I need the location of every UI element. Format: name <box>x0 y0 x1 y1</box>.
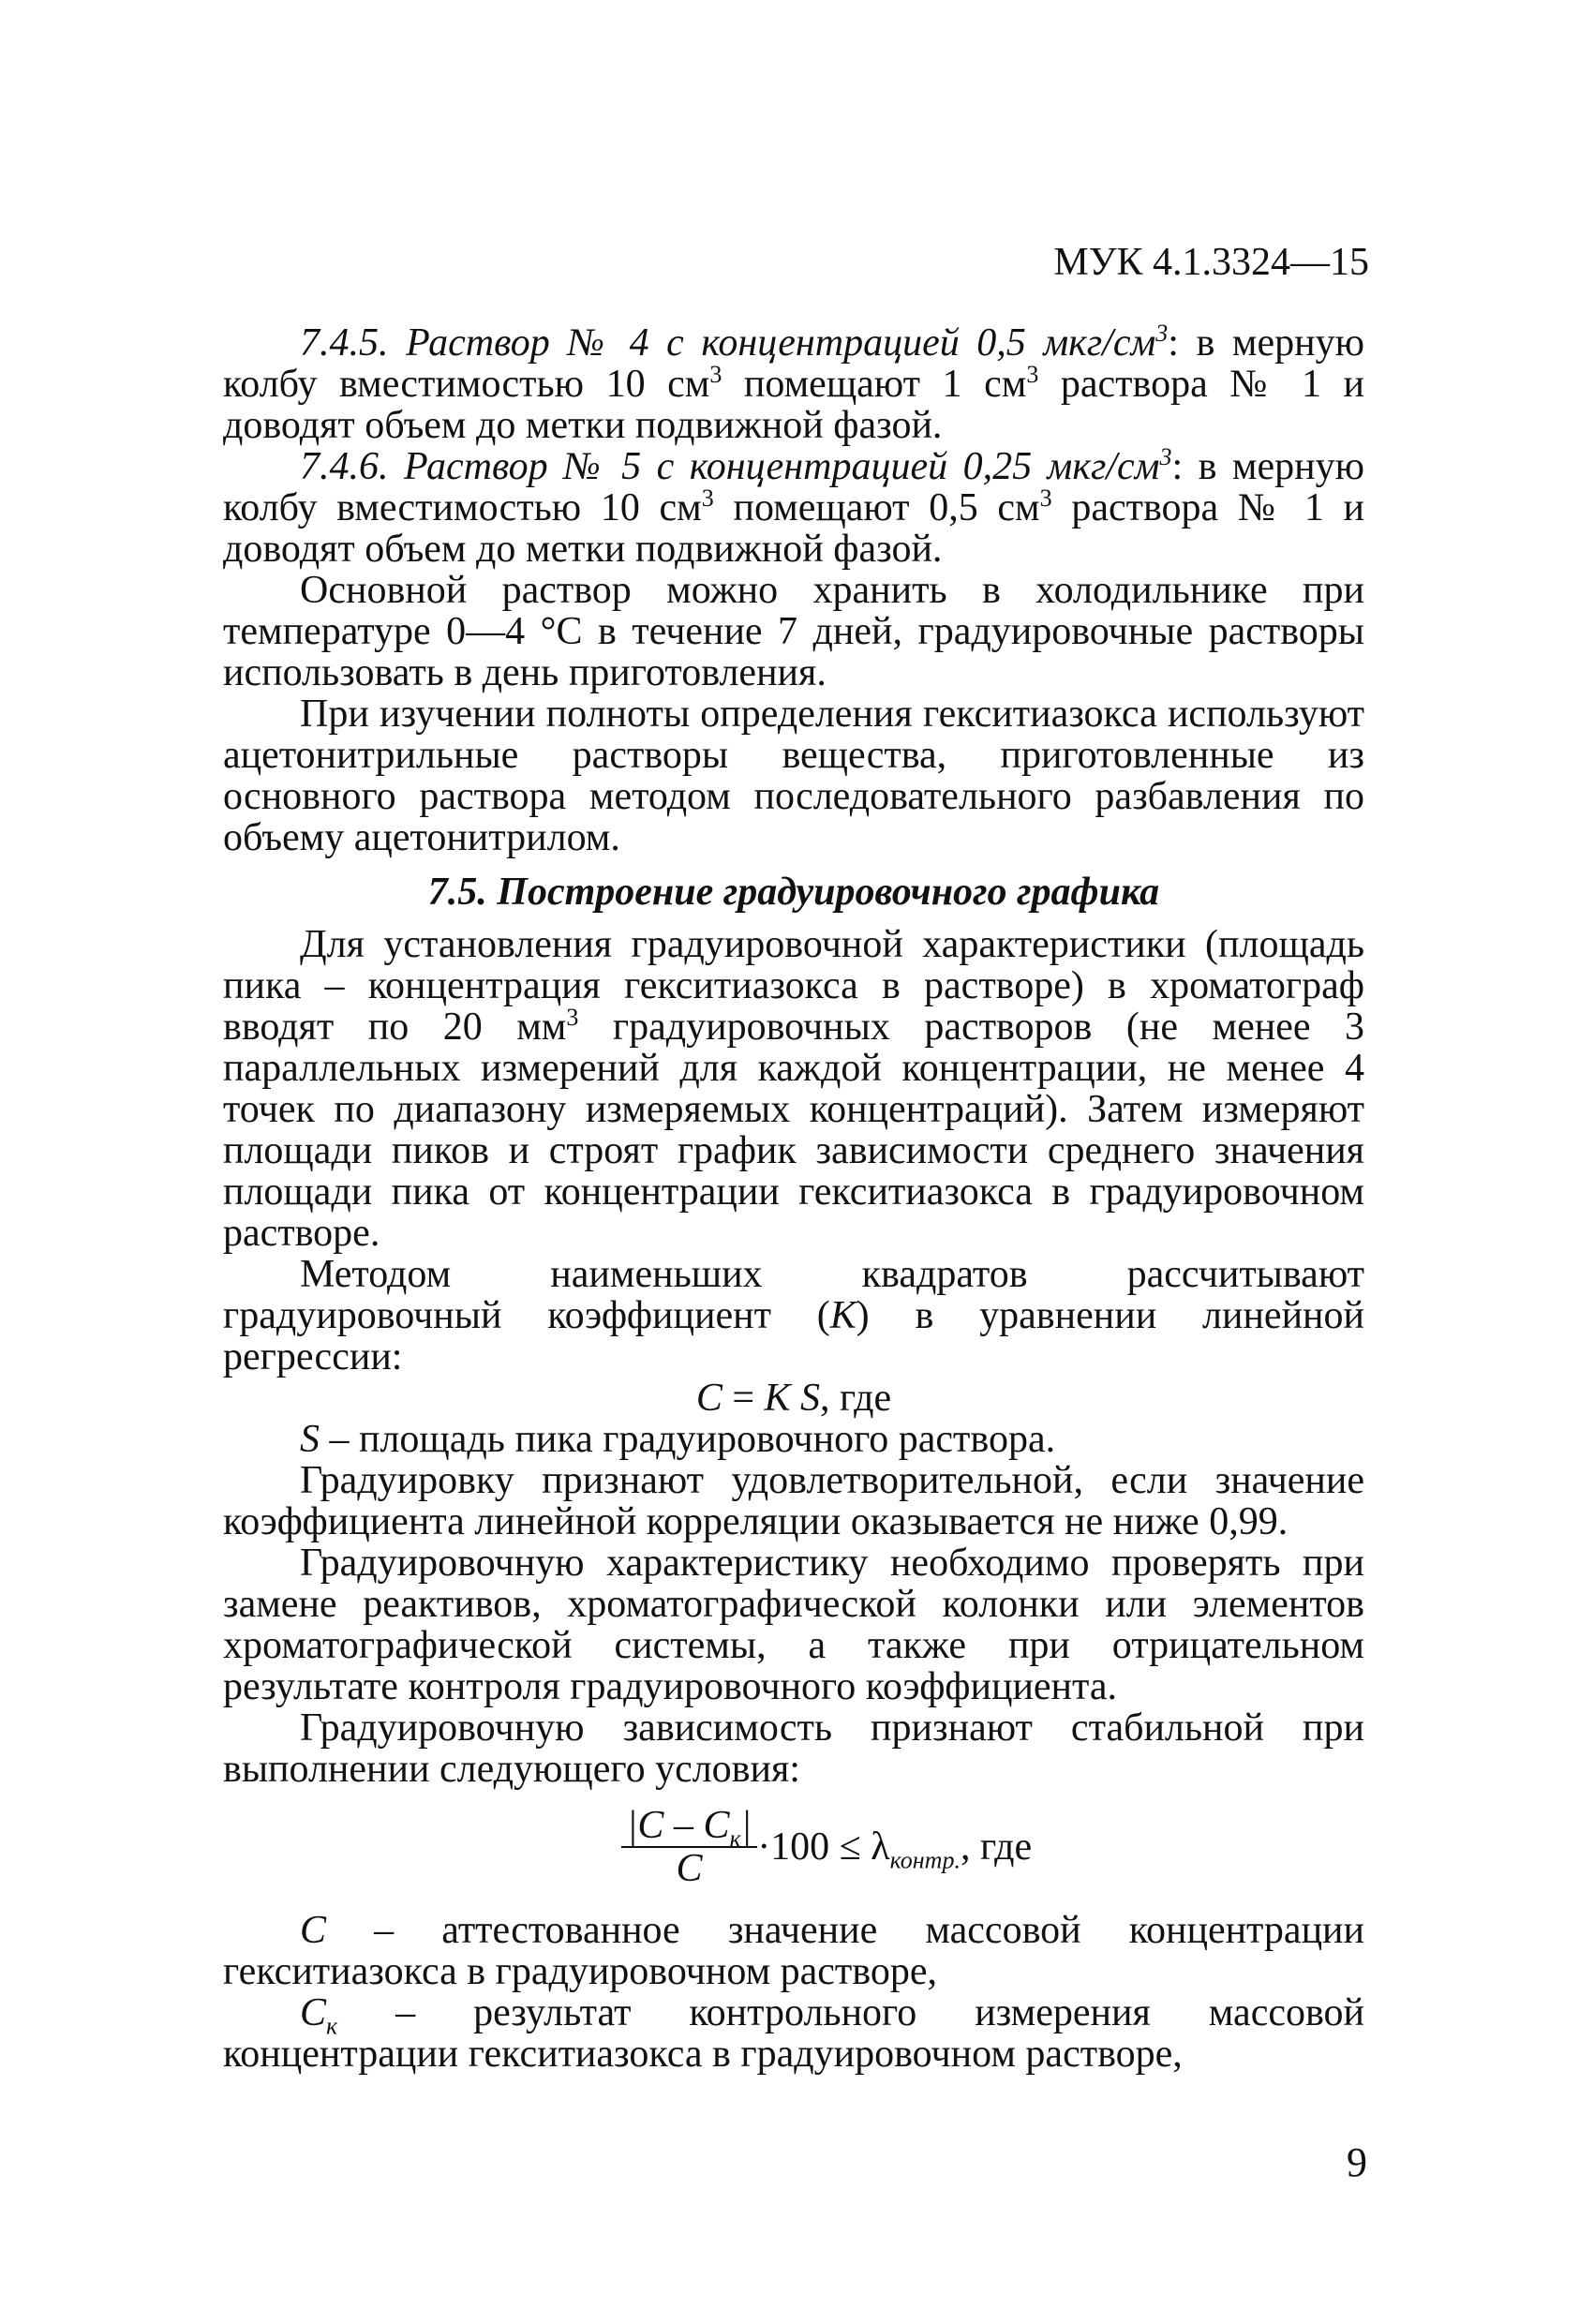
paragraph-stability: Градуировочную зависимость признают стабильной при выполнении следующего условия: <box>223 1706 1364 1791</box>
page-number: 9 <box>1347 2139 1367 2185</box>
equation-rhs: $\cdot 100 \le \lambda_{контр.}$, где <box>757 1825 1033 1874</box>
page-body <box>223 322 1364 2075</box>
paragraph-7-4-5: 7.4.5. Раствор № 4 с концентрацией 0,5 мкг/$см^3$: в мерную колбу вместимостью 10 $см^3$ помещают 1 $см^3$ раствора № 1 и доводят объем до метки подвижной фазой. <box>223 320 1365 447</box>
paragraph-7-4-6: 7.4.6. Раствор № 5 с концентрацией 0,25 мкг/$см^3$: в мерную колбу вместимостью 10 $см^3$ помещают 0,5 $см^3$ раствора № 1 и доводят объем до метки подвижной фазой. <box>223 443 1365 571</box>
paragraph-lead: 7.4.6. Раствор № 5 с концентрацией 0,25 мкг/см <box>300 445 1160 488</box>
paragraph-ck-definition: $C_к$ – результат контрольного измерения массовой концентрации гекситиазокса в градуировочном растворе, <box>223 1991 1364 2076</box>
paragraph-check: Градуировочную характеристику необходимо проверять при замене реактивов, хроматографической колонки или элементов хроматографической системы, а также при отрицательном результате контроля градуировочного коэффициента. <box>223 1542 1364 1708</box>
paragraph-completeness: При изучении полноты определения гекситиазокса используют ацетонитрильные растворы вещества, приготовленные из основного раствора методом последовательного разбавления по объему ацетонитрилом. <box>223 693 1364 859</box>
equation-regression: C = K S, где <box>695 1377 892 1420</box>
paragraph-lead: 7.4.5. Раствор № 4 с концентрацией 0,5 мкг/см <box>300 321 1156 365</box>
fraction-numerator: $|C - C_к|$ <box>621 1805 757 1848</box>
equation-stability <box>289 1805 1364 1889</box>
paragraph-storage: Основной раствор можно хранить в холодильнике при температуре 0—4 °С в течение 7 дней, градуировочные растворы использовать в день приготовления. <box>223 569 1364 694</box>
paragraph-least-squares: Методом наименьших квадратов рассчитывают градуировочный коэффициент (К) в уравнении линейной регрессии: <box>223 1253 1364 1378</box>
paragraph-correlation: Градуировку признают удовлетворительной, если значение коэффициента линейной корреляции оказывается не ниже 0,99. <box>223 1459 1364 1543</box>
paragraph-c-definition: C – аттестованное значение массовой концентрации гекситиазокса в градуировочном растворе, <box>223 1909 1364 1993</box>
paragraph-calibration: Для установления градуировочной характеристики (площадь пика – концентрация гекситиазокса в растворе) в хроматограф вводят по 20 $мм^3$ градуировочных растворов (не менее 3 параллельных измерений для каждой концентрации, не менее 4 точек по диапазону измеряемых концентраций). Затем измеряют площади пиков и строят график зависимости среднего значения площади пика от концентрации гекситиазокса в градуировочном растворе. <box>223 923 1364 1255</box>
document-header: МУК 4.1.3324—15 <box>1053 241 1369 284</box>
fraction <box>621 1805 757 1889</box>
paragraph-s-definition: S – площадь пика градуировочного раствора. <box>300 1418 1056 1461</box>
section-title: 7.5. Построение градуировочного графика <box>427 871 1160 914</box>
fraction-denominator: C <box>676 1847 703 1890</box>
